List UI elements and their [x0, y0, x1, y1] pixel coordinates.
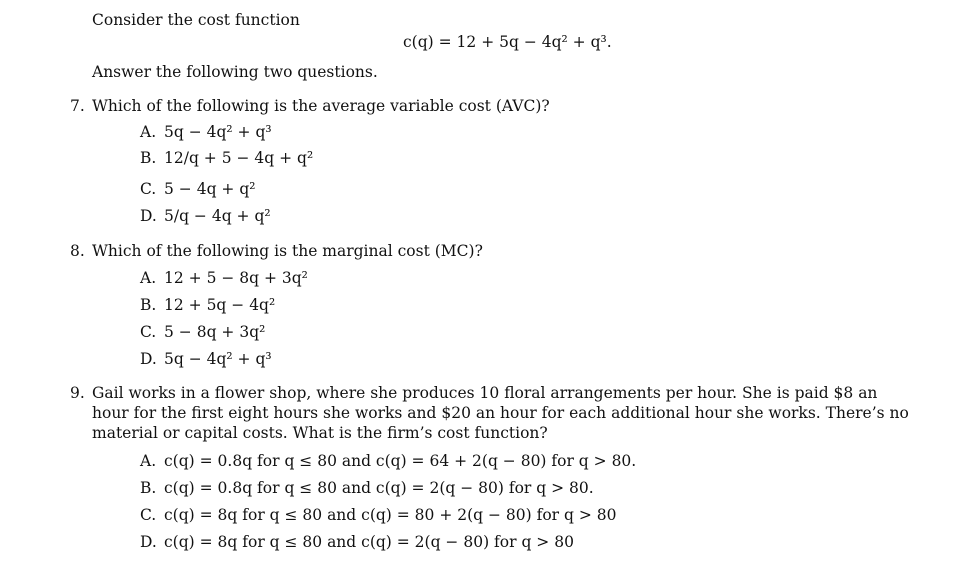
option-letter: C. — [140, 180, 157, 198]
option-b[interactable] — [140, 148, 313, 168]
option-c[interactable] — [140, 179, 255, 199]
option-text: c(q) = 0.8q for q ≤ 80 and c(q) = 2(q − 80) for q > 80. — [164, 479, 594, 497]
option-c[interactable] — [140, 505, 617, 525]
intro-answer-prompt: Answer the following two questions. — [92, 63, 378, 81]
question-number: 9. — [70, 384, 85, 402]
option-text: 5q − 4q² + q³ — [164, 350, 272, 368]
option-text: c(q) = 8q for q ≤ 80 and c(q) = 80 + 2(q − 80) for q > 80 — [164, 506, 617, 524]
option-text: 5 − 8q + 3q² — [164, 323, 266, 341]
option-letter: C. — [140, 323, 157, 341]
option-b[interactable] — [140, 295, 275, 315]
option-text: c(q) = 0.8q for q ≤ 80 and c(q) = 64 + 2(q − 80) for q > 80. — [164, 452, 637, 470]
option-a[interactable] — [140, 122, 272, 142]
option-letter: A. — [140, 269, 157, 287]
option-letter: B. — [140, 149, 157, 167]
question-number: 7. — [70, 97, 85, 115]
option-text: 12 + 5q − 4q² — [164, 296, 276, 314]
option-letter: C. — [140, 506, 157, 524]
option-c[interactable] — [140, 322, 265, 342]
question-number: 8. — [70, 242, 85, 260]
option-letter: D. — [140, 533, 157, 551]
option-text: 5/q − 4q + q² — [164, 207, 271, 225]
option-d[interactable] — [140, 206, 271, 226]
option-letter: B. — [140, 296, 157, 314]
option-letter: B. — [140, 479, 157, 497]
option-b[interactable] — [140, 478, 594, 498]
option-letter: A. — [140, 452, 157, 470]
option-letter: D. — [140, 207, 157, 225]
option-letter: A. — [140, 123, 157, 141]
option-a[interactable] — [140, 451, 636, 471]
option-text: 5 − 4q + q² — [164, 180, 256, 198]
option-text: 5q − 4q² + q³ — [164, 123, 272, 141]
option-letter: D. — [140, 350, 157, 368]
option-text: 12/q + 5 − 4q + q² — [164, 149, 314, 167]
option-text: c(q) = 8q for q ≤ 80 and c(q) = 2(q − 80) for q > 80 — [164, 533, 574, 551]
cost-function-equation: c(q) = 12 + 5q − 4q² + q³. — [403, 33, 612, 51]
option-text: 12 + 5 − 8q + 3q² — [164, 269, 308, 287]
option-d[interactable] — [140, 532, 574, 552]
question-text: Which of the following is the average variable cost (AVC)? — [92, 97, 550, 115]
intro-consider-text: Consider the cost function — [92, 11, 300, 29]
question-text: Which of the following is the marginal cost (MC)? — [92, 242, 483, 260]
option-d[interactable] — [140, 349, 272, 369]
question-text: Gail works in a flower shop, where she produces 10 floral arrangements per hour. She is paid $8 an hour for the first eight hours she works and $20 an hour for each additional hour she works. There’s no material or capital costs. What is the firm’s cost function? — [92, 384, 909, 442]
option-a[interactable] — [140, 268, 308, 288]
